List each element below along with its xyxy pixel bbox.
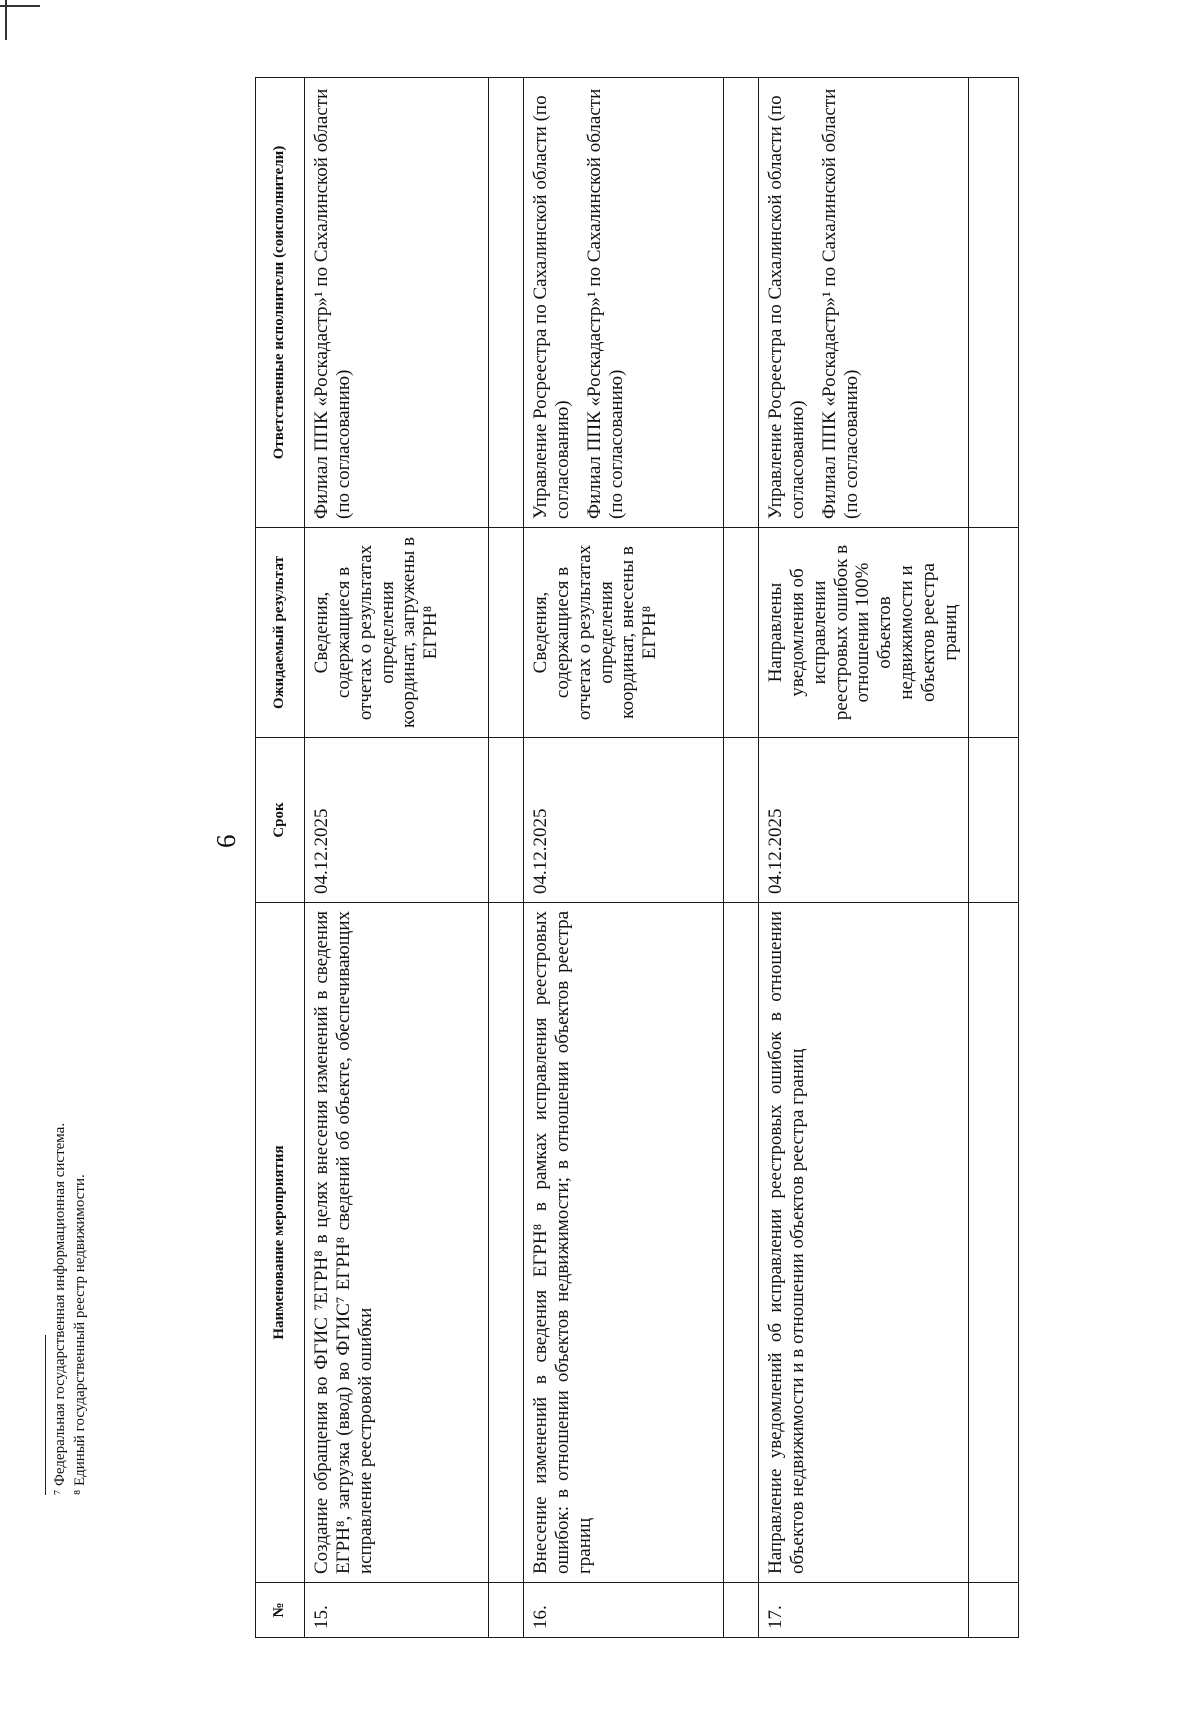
executor-item: Филиал ППК «Роскадастр»¹ по Сахалинской области (по согласованию) <box>311 88 354 519</box>
expected-result: Сведения, содержащиеся в отчетах о результатах определения координат, загружены в ЕГРН⁸ <box>305 528 489 738</box>
deadline: 04.12.2025 <box>759 738 969 903</box>
table-row-spacer <box>968 78 1018 1638</box>
measures-table <box>255 77 1019 1638</box>
executor-item: Филиал ППК «Роскадастр»¹ по Сахалинской области (по согласованию) <box>818 88 862 519</box>
header-measure-name: Наименование мероприятия <box>256 903 305 1583</box>
table-row-spacer <box>489 78 524 1638</box>
footnote-8: ⁸ Единый государственный реестр недвижимости. <box>72 1174 88 1495</box>
measure-name: Внесение изменений в сведения ЕГРН⁸ в рамках исправления реестровых ошибок: в отношении объектов недвижимости; в отношении объектов реестра границ <box>524 903 724 1583</box>
executor-item: Управление Росреестра по Сахалинской области (по согласованию) <box>765 95 808 519</box>
table-row-spacer <box>724 78 759 1638</box>
executors <box>524 78 724 528</box>
executors <box>759 78 969 528</box>
table-row-15 <box>305 78 489 1638</box>
row-number: 17. <box>759 1583 969 1638</box>
deadline: 04.12.2025 <box>524 738 724 903</box>
header-deadline: Срок <box>256 738 305 903</box>
measure-name: Направление уведомлений об исправлении реестровых ошибок в отношении объектов недвижимости и в отношении объектов реестра границ <box>759 903 969 1583</box>
table-row-17 <box>759 78 969 1638</box>
deadline: 04.12.2025 <box>305 738 489 903</box>
header-number: № <box>256 1583 305 1638</box>
scan-edge-mark <box>5 0 7 40</box>
expected-result: Направлены уведомления об исправлении реестровых ошибок в отношении 100% объектов недвижимости и объектов реестра границ <box>759 528 969 738</box>
table-row-16 <box>524 78 724 1638</box>
footnotes <box>45 1015 125 1495</box>
expected-result: Сведения, содержащиеся в отчетах о результатах определения координат, внесены в ЕГРН⁸ <box>524 528 724 738</box>
executor-item: Управление Росреестра по Сахалинской области (по согласованию) <box>530 95 573 519</box>
executors <box>305 78 489 528</box>
table-header-row <box>256 78 305 1638</box>
page-number: 6 <box>211 834 241 848</box>
executor-item: Филиал ППК «Роскадастр»¹ по Сахалинской области (по согласованию) <box>583 88 627 519</box>
footnote-7: ⁷ Федеральная государственная информационная система. <box>52 1122 68 1495</box>
row-number: 15. <box>305 1583 489 1638</box>
row-number: 16. <box>524 1583 724 1638</box>
header-expected-result: Ожидаемый результат <box>256 528 305 738</box>
footnote-separator <box>45 1335 46 1495</box>
measure-name: Создание обращения во ФГИС ⁷ЕГРН⁸ в целях внесения изменений в сведения ЕГРН⁸, загрузка (ввод) во ФГИС⁷ ЕГРН⁸ сведений об объекте, обеспечивающих исправление реестровой ошибки <box>305 903 489 1583</box>
header-executors: Ответственные исполнители (соисполнители) <box>256 78 305 528</box>
rotated-document-page <box>205 78 995 1638</box>
